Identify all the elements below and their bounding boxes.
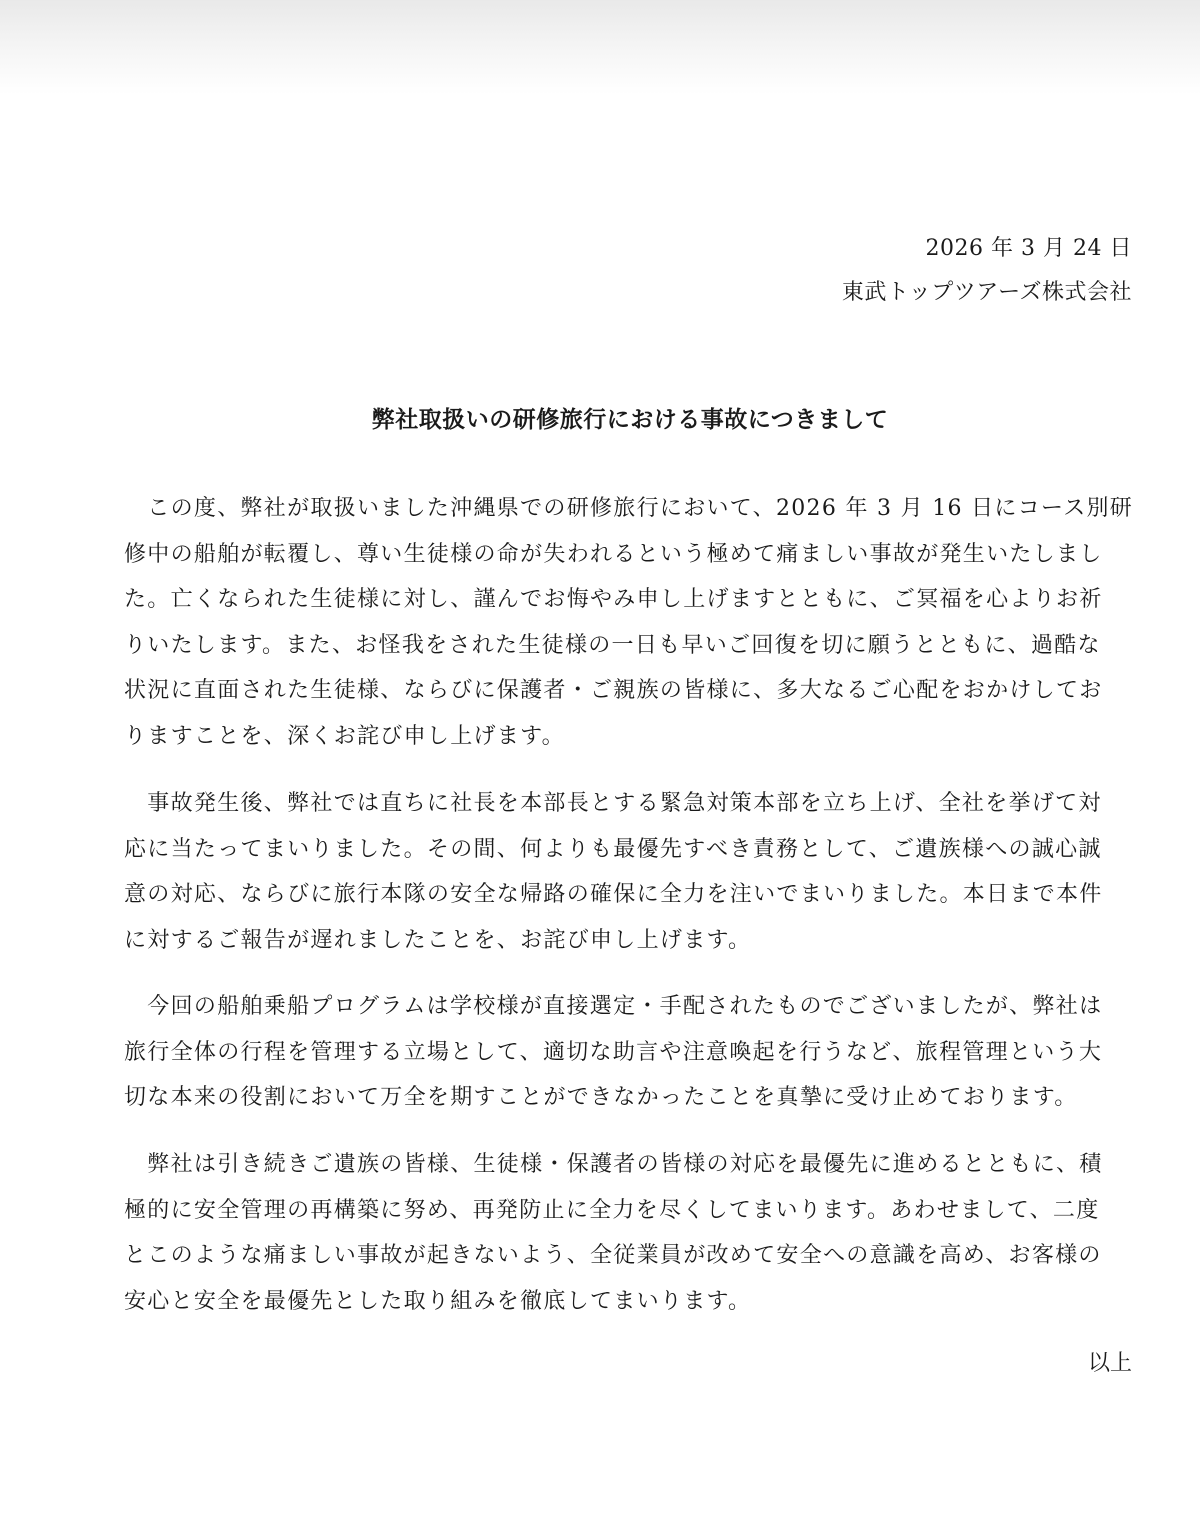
paragraph-line: 弊社は引き続きご遺族の皆様、生徒様・保護者の皆様の対応を最優先に進めるとともに、積	[124, 1152, 1103, 1177]
paragraph-line: 意の対応、ならびに旅行本隊の安全な帰路の確保に全力を注いでまいりました。本日まで本件	[124, 882, 1103, 907]
paragraph-responsibility	[124, 984, 1128, 1121]
notice-title: 弊社取扱いの研修旅行における事故につきまして	[371, 406, 889, 433]
paragraph-condolence	[124, 486, 1134, 759]
closing-mark: 以上	[1087, 1351, 1132, 1376]
paragraph-line: 修中の船舶が転覆し、尊い生徒様の命が失われるという極めて痛ましい事故が発生いたしまし	[124, 541, 1103, 567]
paragraph-line: 切な本来の役割において万全を期すことができなかったことを真摯に受け止めております。	[124, 1085, 1078, 1110]
paragraph-line: 今回の船舶乗船プログラムは学校様が直接選定・手配されたものでございましたが、弊社は	[124, 994, 1103, 1019]
paragraph-line: 状況に直面された生徒様、ならびに保護者・ご親族の皆様に、多大なるご心配をおかけしてお	[124, 678, 1103, 703]
paragraph-line: りいたします。また、お怪我をされた生徒様の一日も早いご回復を切に願うとともに、過酷な	[124, 632, 1101, 658]
issue-date: 2026 年 3 月 24 日	[925, 236, 1132, 261]
company-name: 東武トップツアーズ株式会社	[841, 280, 1132, 305]
paragraph-line: 安心と安全を最優先とした取り組みを徹底してまいります。	[124, 1288, 752, 1314]
paragraph-prevention	[124, 1142, 1128, 1324]
paragraph-line: とこのような痛ましい事故が起きないよう、全従業員が改めて安全への意識を高め、お客様の	[124, 1243, 1102, 1268]
paragraph-line: た。亡くなられた生徒様に対し、謹んでお悔やみ申し上げますとともに、ご冥福を心よりお祈	[124, 587, 1103, 612]
paragraph-line: この度、弊社が取扱いました沖縄県での研修旅行において、2026 年 3 月 16 日にコース別研	[124, 496, 1134, 521]
paragraph-line: 極的に安全管理の再構築に努め、再発防止に全力を尽くしてまいります。あわせまして、二度	[124, 1197, 1100, 1223]
paragraph-line: に対するご報告が遅れましたことを、お詫び申し上げます。	[124, 927, 752, 953]
paragraph-line: りますことを、深くお詫び申し上げます。	[124, 723, 565, 749]
paragraph-response	[124, 781, 1128, 963]
paragraph-line: 応に当たってまいりました。その間、何よりも最優先すべき責務として、ご遺族様への誠心誠	[124, 836, 1102, 862]
paragraph-line: 旅行全体の行程を管理する立場として、適切な助言や注意喚起を行うなど、旅程管理という大	[124, 1039, 1103, 1065]
paragraph-line: 事故発生後、弊社では直ちに社長を本部長とする緊急対策本部を立ち上げ、全社を挙げて対	[124, 791, 1102, 816]
